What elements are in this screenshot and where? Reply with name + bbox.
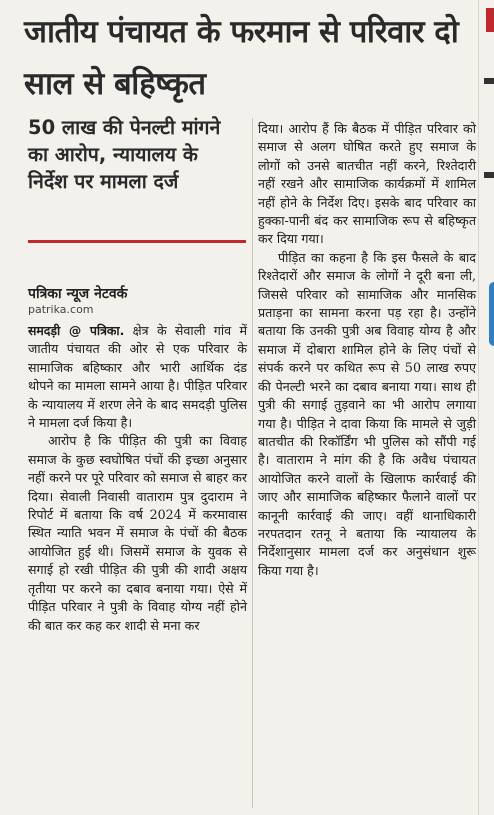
dateline: समदड़ी @ पत्रिका. <box>28 323 125 338</box>
paragraph: पीड़ित का कहना है कि इस फैसले के बाद रिश्तेदारों और समाज के लोगों ने दूरी बना ली, जिससे परिवार को सामाजिक और मानसिक प्रताड़ना का सामना करना पड़ रहा है। उन्होंने बताया कि उनकी पुत्री अब विवाह योग्य है और समाज में दोबारा शामिल होने के लिए पंचों से संपर्क करने पर कथित रूप से 50 लाख रुपए की पेनल्टी भरने का दबाव बनाया गया। साथ ही पुत्री की सगाई तुड़वाने का भी आरोप लगाया गया है। पीड़ित ने दावा किया कि मामले से जुड़ी बातचीत की रिकॉर्डिंग भी पुलिस को सौंपी गई है। वाताराम ने मांग की है कि अवैध पंचायत आयोजित करने वालों के खिलाफ कार्रवाई की जाए और सामाजिक बहिष्कार फैलाने वालों पर कानूनी कार्रवाई की जाए। वहीं थानाधिकारी नरपतदान रतनू ने बताया कि न्यायालय के निर्देशानुसार मामला दर्ज कर अनुसंधान शुरू किया गया है। <box>258 249 476 578</box>
red-divider-rule <box>28 240 246 243</box>
paragraph <box>28 322 247 432</box>
article-column-1 <box>28 322 247 635</box>
paragraph: दिया। आरोप हैं कि बैठक में पीड़ित परिवार को समाज से अलग घोषित करते हुए समाज के लोगों को उनसे बातचीत नहीं करने, रिश्तेदारी नहीं रखने और सामाजिक कार्यक्रमों में शामिल नहीं होने के निर्देश दिए। इसके बाद परिवार का हुक्का-पानी बंद कर सामाजिक रूप से बहिष्कृत कर दिया गया। <box>258 121 476 247</box>
subheadline: 50 लाख की पेनल्टी मांगने का आरोप, न्यायालय के निर्देश पर मामला दर्ज <box>28 116 221 193</box>
adjacent-article-edge <box>478 0 494 815</box>
column-divider <box>252 118 253 808</box>
headline: जातीय पंचायत के फरमान से परिवार दो साल से बहिष्कृत <box>24 14 459 102</box>
adjacent-red-mark <box>486 8 494 32</box>
source-site: patrika.com <box>28 303 94 316</box>
paragraph-text: क्षेत्र के सेवाली गांव में जातीय पंचायत की ओर से एक परिवार के सामाजिक बहिष्कार और भारी आर्थिक दंड थोपने का मामला सामने आया है। पीड़ित परिवार के न्यायालय में शरण लेने के बाद समदड़ी पुलिस ने मामला दर्ज किया है। <box>28 323 247 431</box>
paragraph: आरोप है कि पीड़ित की पुत्री का विवाह समाज के कुछ स्वघोषित पंचों की इच्छा अनुसार नहीं करने पर पूरे परिवार को समाज से बाहर कर दिया। सेवाली निवासी वाताराम पुत्र दुदाराम ने रिपोर्ट में बताया कि वर्ष 2024 में करमावास स्थित न्याति भवन में समाज के पंचों की बैठक आयोजित हुई थी। जिसमें समाज के युवक से सगाई हो रखी पीड़ित की पुत्री की शादी अक्षय तृतीया पर करने का दबाव बनाया गया। ऐसे में पीड़ित परिवार ने पुत्री के विवाह योग्य नहीं होने की बात कर कह कर शादी से मना कर <box>28 433 247 633</box>
adjacent-blue-graphic <box>489 282 494 346</box>
adjacent-glyph-fragment <box>484 172 494 178</box>
adjacent-glyph-fragment <box>484 78 494 84</box>
article-column-2 <box>258 120 476 580</box>
byline: पत्रिका न्यूज नेटवर्क <box>28 286 128 302</box>
